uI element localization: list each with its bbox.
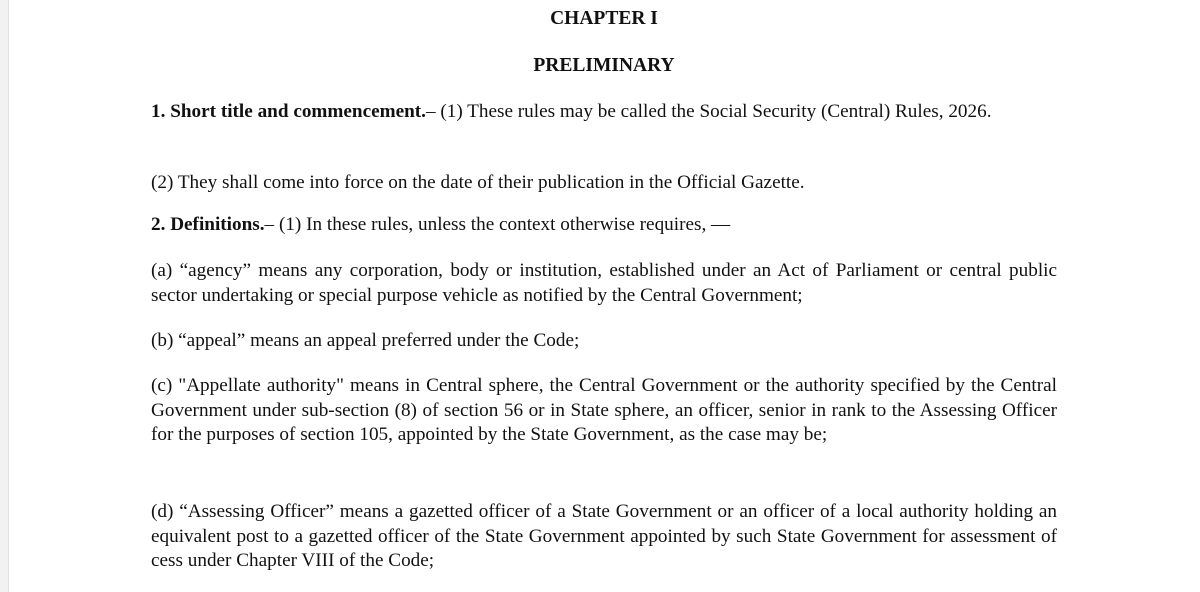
definition-d: (d) “Assessing Officer” means a gazetted officer of a State Government or an officer of a local authority holding an equivalent post to a gazetted officer of the State Government appointed by such State Government for assessment of cess under Chapter VIII of the Code; [151,501,1057,571]
rule-1-paragraph [151,100,1057,125]
rule-2-paragraph [151,213,1057,238]
rule-2-text: – (1) In these rules, unless the context otherwise requires, — [264,214,731,235]
rule-1-subrule-2: (2) They shall come into force on the date of their publication in the Official Gazette. [151,172,805,193]
rule-1-heading: 1. Short title and commencement. [151,101,426,122]
rule-2-heading: 2. Definitions. [151,214,265,235]
document-page [8,0,1200,592]
chapter-title: CHAPTER I [550,8,658,29]
definition-b: (b) “appeal” means an appeal preferred under the Code; [151,330,580,351]
definition-a: (a) “agency” means any corporation, body or institution, established under an Act of Parliament or central public sector undertaking or special purpose vehicle as notified by the Central Government; [151,260,1057,306]
rule-1-text: – (1) These rules may be called the Social Security (Central) Rules, 2026. [425,101,992,122]
chapter-subtitle: PRELIMINARY [533,55,675,76]
definition-c: (c) "Appellate authority" means in Central sphere, the Central Government or the authority specified by the Central Government under sub-section (8) of section 56 or in State sphere, an officer, senior in rank to the Assessing Officer for the purposes of section 105, appointed by the State Government, as the case may be; [151,375,1057,445]
